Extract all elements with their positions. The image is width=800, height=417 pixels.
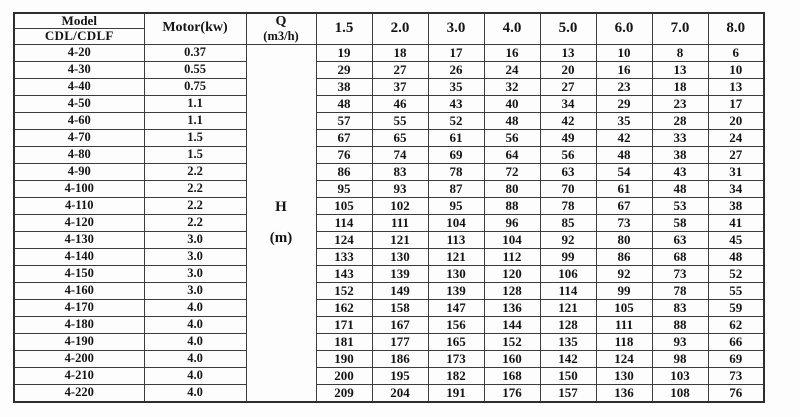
head-value-cell: 74 (372, 146, 428, 163)
head-value-cell: 85 (540, 214, 596, 231)
table-row (14, 367, 764, 384)
head-value-cell: 16 (484, 44, 540, 61)
head-value-cell: 45 (708, 231, 764, 248)
head-value-cell: 186 (372, 350, 428, 367)
head-value-cell: 41 (708, 214, 764, 231)
head-value-cell: 113 (428, 231, 484, 248)
motor-power-cell: 4.0 (144, 367, 246, 384)
head-value-cell: 103 (652, 367, 708, 384)
head-value-cell: 63 (652, 231, 708, 248)
head-value-cell: 114 (316, 214, 372, 231)
head-value-cell: 144 (484, 316, 540, 333)
model-cell: 4-40 (14, 78, 144, 95)
table-body (14, 44, 764, 402)
head-value-cell: 53 (652, 197, 708, 214)
head-value-cell: 6 (708, 44, 764, 61)
head-value-cell: 66 (708, 333, 764, 350)
head-value-cell: 63 (540, 163, 596, 180)
table-row (14, 350, 764, 367)
model-cell: 4-170 (14, 299, 144, 316)
motor-power-cell: 1.1 (144, 112, 246, 129)
head-value-cell: 40 (484, 95, 540, 112)
motor-power-cell: 1.5 (144, 146, 246, 163)
head-value-cell: 120 (484, 265, 540, 282)
head-value-cell: 38 (708, 197, 764, 214)
head-value-cell: 190 (316, 350, 372, 367)
head-symbol: H (275, 199, 287, 216)
head-value-cell: 78 (540, 197, 596, 214)
head-value-cell: 124 (316, 231, 372, 248)
flow-value-header: 2.0 (372, 13, 428, 44)
head-value-cell: 65 (372, 129, 428, 146)
model-cell: 4-50 (14, 95, 144, 112)
head-value-cell: 54 (596, 163, 652, 180)
head-value-cell: 34 (708, 180, 764, 197)
head-value-cell: 27 (708, 146, 764, 163)
head-value-cell: 158 (372, 299, 428, 316)
head-value-cell: 27 (372, 61, 428, 78)
motor-power-cell: 2.2 (144, 197, 246, 214)
table-row (14, 95, 764, 112)
model-cell: 4-70 (14, 129, 144, 146)
head-value-cell: 48 (708, 248, 764, 265)
head-value-cell: 177 (372, 333, 428, 350)
head-value-cell: 31 (708, 163, 764, 180)
head-value-cell: 181 (316, 333, 372, 350)
flow-value-header: 1.5 (316, 13, 372, 44)
head-value-cell: 149 (372, 282, 428, 299)
model-cell: 4-30 (14, 61, 144, 78)
table-row (14, 214, 764, 231)
head-value-cell: 108 (652, 384, 708, 402)
head-value-cell: 104 (428, 214, 484, 231)
motor-power-cell: 4.0 (144, 299, 246, 316)
table-row (14, 384, 764, 402)
head-value-cell: 95 (316, 180, 372, 197)
head-value-cell: 38 (652, 146, 708, 163)
head-value-cell: 52 (708, 265, 764, 282)
motor-power-cell: 0.55 (144, 61, 246, 78)
table-row (14, 129, 764, 146)
head-value-cell: 26 (428, 61, 484, 78)
motor-power-cell: 2.2 (144, 214, 246, 231)
head-value-cell: 18 (372, 44, 428, 61)
head-value-cell: 49 (540, 129, 596, 146)
head-value-cell: 61 (428, 129, 484, 146)
head-value-cell: 20 (708, 112, 764, 129)
head-value-cell: 23 (652, 95, 708, 112)
model-series-header: CDL/CDLF (14, 28, 144, 44)
head-value-cell: 68 (652, 248, 708, 265)
head-value-cell: 73 (708, 367, 764, 384)
head-unit: (m) (269, 229, 293, 246)
motor-power-cell: 2.2 (144, 180, 246, 197)
model-cell: 4-80 (14, 146, 144, 163)
header-row-top (14, 13, 764, 28)
model-cell: 4-150 (14, 265, 144, 282)
head-value-cell: 171 (316, 316, 372, 333)
head-value-cell: 35 (596, 112, 652, 129)
table-row (14, 146, 764, 163)
head-value-cell: 99 (596, 282, 652, 299)
model-column-header: Model (14, 13, 144, 28)
pump-spec-table (13, 12, 765, 403)
head-value-cell: 17 (428, 44, 484, 61)
head-value-cell: 87 (428, 180, 484, 197)
head-value-cell: 209 (316, 384, 372, 402)
head-value-cell: 130 (428, 265, 484, 282)
table-row (14, 163, 764, 180)
head-value-cell: 191 (428, 384, 484, 402)
motor-power-cell: 3.0 (144, 282, 246, 299)
head-value-cell: 106 (540, 265, 596, 282)
head-value-cell: 121 (540, 299, 596, 316)
head-value-cell: 102 (372, 197, 428, 214)
head-value-cell: 135 (540, 333, 596, 350)
head-value-cell: 48 (652, 180, 708, 197)
flow-value-header: 7.0 (652, 13, 708, 44)
head-value-cell: 70 (540, 180, 596, 197)
motor-power-cell: 2.2 (144, 163, 246, 180)
flow-column-header (246, 13, 316, 44)
head-value-cell: 38 (316, 78, 372, 95)
head-value-cell: 10 (708, 61, 764, 78)
flow-value-header: 8.0 (708, 13, 764, 44)
head-value-cell: 136 (484, 299, 540, 316)
head-value-cell: 29 (596, 95, 652, 112)
motor-column-header: Motor(kw) (144, 13, 246, 44)
head-value-cell: 48 (484, 112, 540, 129)
head-value-cell: 67 (316, 129, 372, 146)
head-value-cell: 143 (316, 265, 372, 282)
model-cell: 4-130 (14, 231, 144, 248)
flow-value-header: 6.0 (596, 13, 652, 44)
head-value-cell: 195 (372, 367, 428, 384)
head-value-cell: 104 (484, 231, 540, 248)
head-value-cell: 128 (540, 316, 596, 333)
head-value-cell: 99 (540, 248, 596, 265)
head-value-cell: 111 (372, 214, 428, 231)
head-value-cell: 56 (540, 146, 596, 163)
head-value-cell: 33 (652, 129, 708, 146)
head-value-cell: 48 (316, 95, 372, 112)
head-value-cell: 34 (540, 95, 596, 112)
model-cell: 4-100 (14, 180, 144, 197)
head-value-cell: 72 (484, 163, 540, 180)
head-value-cell: 58 (652, 214, 708, 231)
head-value-cell: 29 (316, 61, 372, 78)
head-value-cell: 92 (540, 231, 596, 248)
head-value-cell: 86 (596, 248, 652, 265)
head-value-cell: 133 (316, 248, 372, 265)
head-value-cell: 112 (484, 248, 540, 265)
motor-power-cell: 3.0 (144, 231, 246, 248)
head-value-cell: 152 (484, 333, 540, 350)
head-value-cell: 64 (484, 146, 540, 163)
head-value-cell: 16 (596, 61, 652, 78)
model-cell: 4-120 (14, 214, 144, 231)
head-value-cell: 13 (652, 61, 708, 78)
head-value-cell: 105 (596, 299, 652, 316)
model-cell: 4-90 (14, 163, 144, 180)
table-row (14, 282, 764, 299)
head-value-cell: 69 (428, 146, 484, 163)
head-value-cell: 152 (316, 282, 372, 299)
motor-power-cell: 4.0 (144, 384, 246, 402)
head-value-cell: 67 (596, 197, 652, 214)
head-value-cell: 61 (596, 180, 652, 197)
head-value-cell: 24 (484, 61, 540, 78)
head-value-cell: 182 (428, 367, 484, 384)
head-value-cell: 111 (596, 316, 652, 333)
motor-power-cell: 0.37 (144, 44, 246, 61)
head-value-cell: 200 (316, 367, 372, 384)
head-value-cell: 17 (708, 95, 764, 112)
motor-power-cell: 4.0 (144, 333, 246, 350)
head-value-cell: 32 (484, 78, 540, 95)
head-value-cell: 55 (708, 282, 764, 299)
head-value-cell: 23 (596, 78, 652, 95)
table-row (14, 231, 764, 248)
head-value-cell: 18 (652, 78, 708, 95)
table-row (14, 316, 764, 333)
head-value-cell: 20 (540, 61, 596, 78)
head-value-cell: 118 (596, 333, 652, 350)
head-value-cell: 157 (540, 384, 596, 402)
table-row (14, 44, 764, 61)
head-value-cell: 139 (428, 282, 484, 299)
model-cell: 4-180 (14, 316, 144, 333)
head-value-cell: 121 (428, 248, 484, 265)
head-value-cell: 48 (596, 146, 652, 163)
model-cell: 4-200 (14, 350, 144, 367)
head-value-cell: 93 (372, 180, 428, 197)
table-row (14, 333, 764, 350)
head-value-cell: 78 (652, 282, 708, 299)
head-value-cell: 128 (484, 282, 540, 299)
head-value-cell: 162 (316, 299, 372, 316)
head-value-cell: 52 (428, 112, 484, 129)
head-value-cell: 173 (428, 350, 484, 367)
head-value-cell: 42 (540, 112, 596, 129)
head-value-cell: 156 (428, 316, 484, 333)
motor-power-cell: 3.0 (144, 265, 246, 282)
head-value-cell: 83 (372, 163, 428, 180)
head-value-cell: 42 (596, 129, 652, 146)
head-value-cell: 57 (316, 112, 372, 129)
head-value-cell: 35 (428, 78, 484, 95)
model-cell: 4-20 (14, 44, 144, 61)
head-value-cell: 92 (596, 265, 652, 282)
head-unit-cell (246, 44, 316, 402)
head-value-cell: 19 (316, 44, 372, 61)
table-row (14, 61, 764, 78)
head-value-cell: 93 (652, 333, 708, 350)
head-value-cell: 83 (652, 299, 708, 316)
head-value-cell: 130 (596, 367, 652, 384)
head-value-cell: 78 (428, 163, 484, 180)
model-cell: 4-140 (14, 248, 144, 265)
flow-unit: (m3/h) (263, 28, 299, 43)
model-cell: 4-220 (14, 384, 144, 402)
head-value-cell: 160 (484, 350, 540, 367)
flow-value-header: 5.0 (540, 13, 596, 44)
head-value-cell: 55 (372, 112, 428, 129)
flow-value-header: 4.0 (484, 13, 540, 44)
head-value-cell: 24 (708, 129, 764, 146)
head-value-cell: 150 (540, 367, 596, 384)
head-value-cell: 10 (596, 44, 652, 61)
motor-power-cell: 0.75 (144, 78, 246, 95)
model-cell: 4-160 (14, 282, 144, 299)
head-value-cell: 139 (372, 265, 428, 282)
head-value-cell: 56 (484, 129, 540, 146)
head-value-cell: 46 (372, 95, 428, 112)
model-cell: 4-210 (14, 367, 144, 384)
motor-power-cell: 4.0 (144, 316, 246, 333)
head-value-cell: 130 (372, 248, 428, 265)
head-value-cell: 28 (652, 112, 708, 129)
motor-power-cell: 1.1 (144, 95, 246, 112)
head-value-cell: 142 (540, 350, 596, 367)
head-value-cell: 96 (484, 214, 540, 231)
head-value-cell: 165 (428, 333, 484, 350)
head-value-cell: 121 (372, 231, 428, 248)
head-value-cell: 147 (428, 299, 484, 316)
head-value-cell: 167 (372, 316, 428, 333)
head-value-cell: 59 (708, 299, 764, 316)
head-value-cell: 76 (316, 146, 372, 163)
head-value-cell: 95 (428, 197, 484, 214)
model-cell: 4-110 (14, 197, 144, 214)
table-row (14, 180, 764, 197)
head-value-cell: 43 (652, 163, 708, 180)
head-value-cell: 80 (596, 231, 652, 248)
head-value-cell: 43 (428, 95, 484, 112)
head-value-cell: 124 (596, 350, 652, 367)
head-value-cell: 176 (484, 384, 540, 402)
motor-power-cell: 1.5 (144, 129, 246, 146)
table-row (14, 248, 764, 265)
head-value-cell: 80 (484, 180, 540, 197)
head-value-cell: 88 (652, 316, 708, 333)
head-value-cell: 136 (596, 384, 652, 402)
table-row (14, 265, 764, 282)
head-value-cell: 168 (484, 367, 540, 384)
table-row (14, 197, 764, 214)
head-value-cell: 204 (372, 384, 428, 402)
head-value-cell: 114 (540, 282, 596, 299)
head-value-cell: 62 (708, 316, 764, 333)
head-value-cell: 37 (372, 78, 428, 95)
head-value-cell: 86 (316, 163, 372, 180)
head-value-cell: 13 (708, 78, 764, 95)
table-row (14, 112, 764, 129)
table-header (14, 13, 764, 44)
model-cell: 4-60 (14, 112, 144, 129)
flow-value-header: 3.0 (428, 13, 484, 44)
head-value-cell: 88 (484, 197, 540, 214)
head-value-cell: 73 (596, 214, 652, 231)
table-row (14, 299, 764, 316)
flow-symbol: Q (275, 13, 287, 29)
model-cell: 4-190 (14, 333, 144, 350)
table-row (14, 78, 764, 95)
head-value-cell: 73 (652, 265, 708, 282)
head-value-cell: 27 (540, 78, 596, 95)
motor-power-cell: 3.0 (144, 248, 246, 265)
head-value-cell: 8 (652, 44, 708, 61)
motor-power-cell: 4.0 (144, 350, 246, 367)
head-value-cell: 98 (652, 350, 708, 367)
head-value-cell: 13 (540, 44, 596, 61)
head-value-cell: 76 (708, 384, 764, 402)
head-value-cell: 69 (708, 350, 764, 367)
head-value-cell: 105 (316, 197, 372, 214)
